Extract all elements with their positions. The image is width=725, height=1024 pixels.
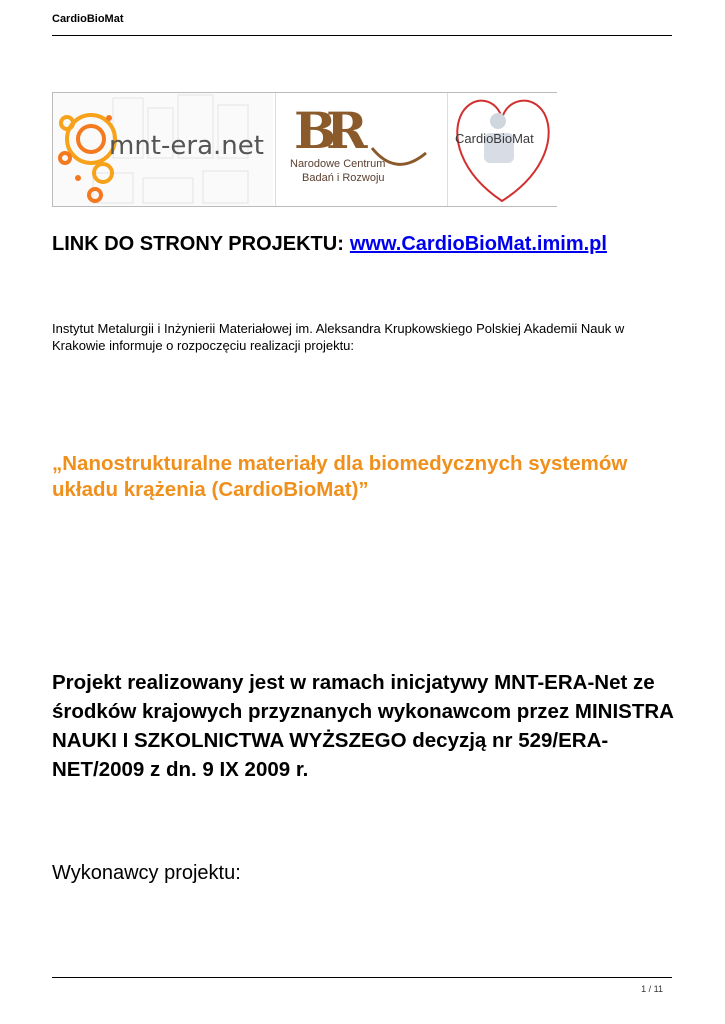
- logo-banner: [52, 92, 557, 207]
- svg-text:R: R: [326, 101, 368, 160]
- contractors-heading: Wykonawcy projektu:: [52, 862, 241, 884]
- svg-text:CardioBioMat: CardioBioMat: [455, 131, 534, 146]
- header-title: CardioBioMat: [52, 13, 124, 25]
- intro-paragraph: Instytut Metalurgii i Inżynierii Materiałowej im. Aleksandra Krupkowskiego Polskiej Akademii Nauk w Krakowie informuje o rozpoczęciu realizacji projektu:: [52, 321, 625, 353]
- project-title: „Nanostrukturalne materiały dla biomedycznych systemów układu krążenia (CardioBioMat)”: [52, 452, 628, 501]
- header-divider: [52, 35, 672, 36]
- svg-text:B: B: [294, 101, 337, 160]
- project-website-link[interactable]: www.CardioBioMat.imim.pl: [349, 233, 607, 255]
- mnt-era-logo: [53, 93, 273, 206]
- funding-statement: Projekt realizowany jest w ramach inicjatywy MNT-ERA-Net ze środków krajowych przyznanych wykonawcom przez MINISTRA NAUKI I SZKOLNICTWA WYŻSZEGO decyzją nr 529/ERA-NET/2009 z dn. 9 IX 2009 r.: [52, 671, 674, 781]
- footer-divider: [52, 977, 672, 978]
- project-link-row: [52, 233, 607, 256]
- cardiobiomat-logo: [447, 93, 557, 206]
- page-number: 1 / 11: [641, 984, 663, 994]
- svg-text:Badań i Rozwoju: Badań i Rozwoju: [302, 172, 385, 184]
- svg-text:Narodowe Centrum: Narodowe Centrum: [290, 158, 386, 170]
- ncbr-logo: [275, 93, 448, 206]
- project-link-label: LINK DO STRONY PROJEKTU:: [52, 233, 344, 255]
- mnt-era-wordmark: mnt-era.net: [109, 131, 264, 161]
